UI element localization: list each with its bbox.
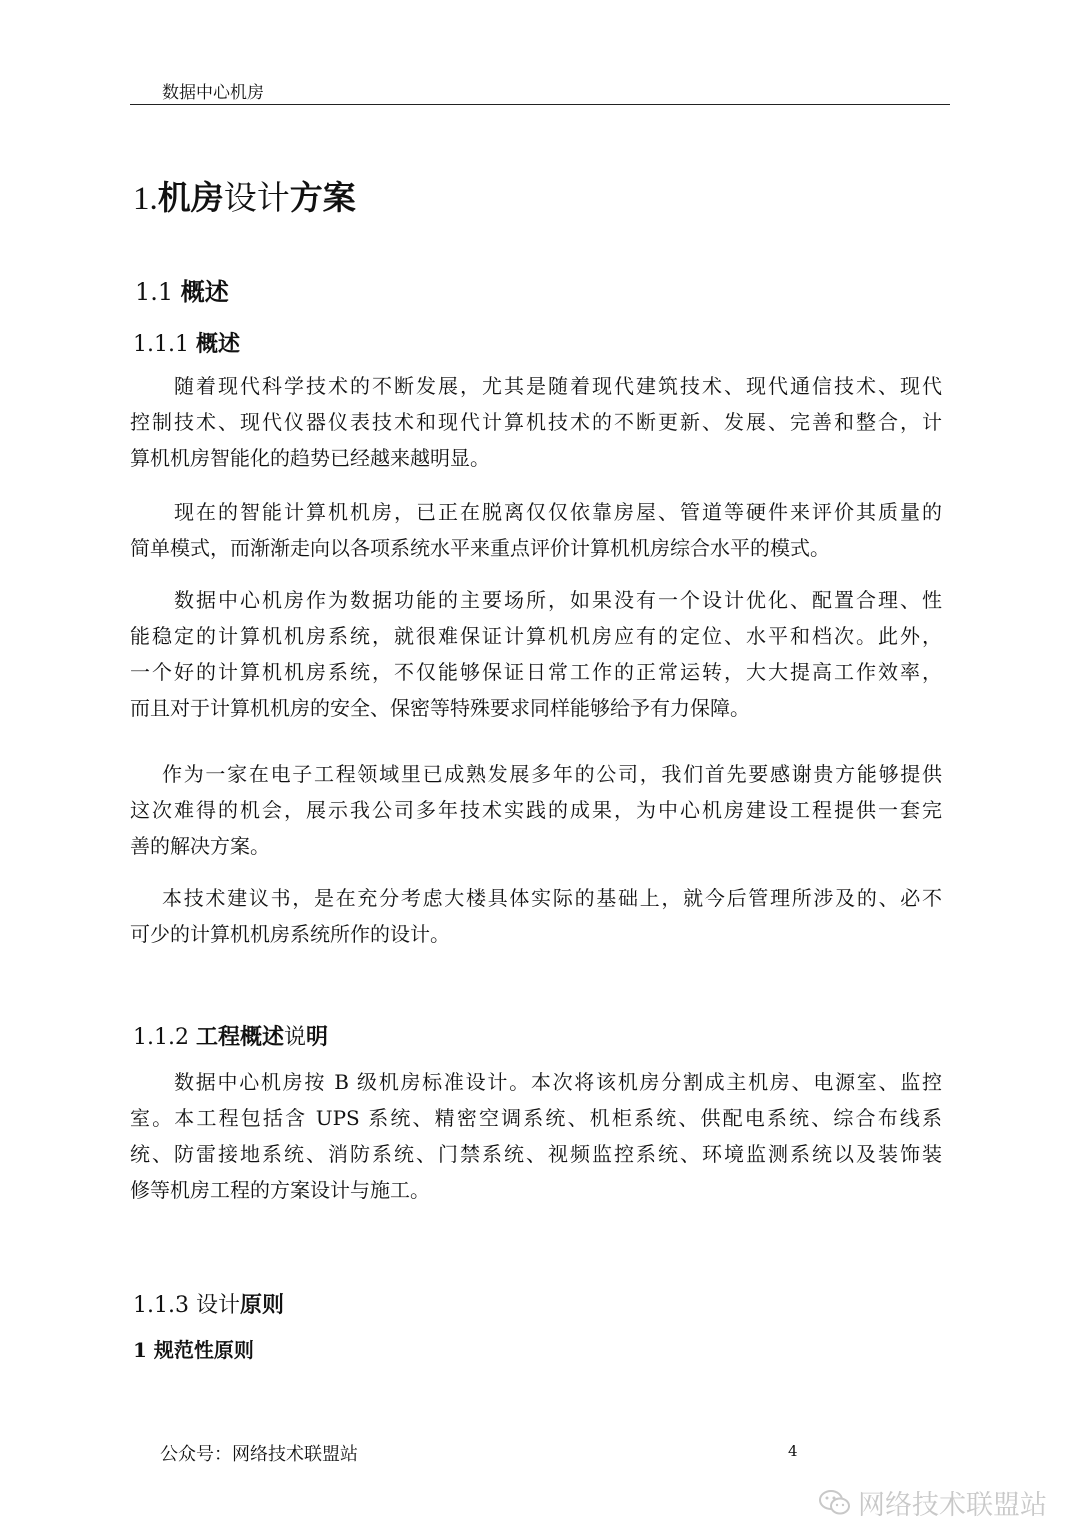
- principle-item-heading: 1 规范性原则: [133, 1338, 254, 1362]
- text-line: 现在的智能计算机机房，已正在脱离仅仅依靠房屋、管道等硬件来评价其质量的: [174, 500, 942, 524]
- text-line: 算机机房智能化的趋势已经越来越明显。: [130, 446, 490, 470]
- text-line: 作为一家在电子工程领域里已成熟发展多年的公司，我们首先要感谢贵方能够提供: [162, 762, 942, 786]
- text-line: 能稳定的计算机机房系统，就很难保证计算机机房应有的定位、水平和档次。此外，: [130, 624, 942, 648]
- text-line: 控制技术、现代仪器仪表技术和现代计算机技术的不断更新、发展、完善和整合，计: [130, 410, 942, 434]
- paragraph: [130, 582, 942, 726]
- subsection-heading-1-1-1: [133, 327, 240, 358]
- text-line: 善的解决方案。: [130, 834, 270, 858]
- subsection-title-part3: 明: [306, 1025, 329, 1050]
- section-heading-1-1: [135, 272, 229, 307]
- wechat-icon: [818, 1488, 852, 1518]
- subsection-heading-1-1-2: [133, 1020, 328, 1051]
- text-line: 一个好的计算机机房系统，不仅能够保证日常工作的正常运转，大大提高工作效率，: [130, 660, 942, 684]
- subsection-title-part2: 原则: [240, 1293, 285, 1318]
- chapter-title-part1: 机房: [157, 178, 224, 217]
- text-line: 修等机房工程的方案设计与施工。: [130, 1178, 430, 1202]
- text-line: 这次难得的机会，展示我公司多年技术实践的成果，为中心机房建设工程提供一套完: [130, 798, 942, 822]
- subsection-title: 概述: [195, 332, 240, 357]
- text-line: 数据中心机房按 B 级机房标准设计。本次将该机房分割成主机房、电源室、监控: [174, 1070, 942, 1094]
- text-line: 室。本工程包括含 UPS 系统、精密空调系统、机柜系统、供配电系统、综合布线系: [130, 1106, 942, 1130]
- chapter-title-part3: 方案: [289, 178, 356, 217]
- chapter-number: 1.: [133, 181, 158, 217]
- text-line: 而且对于计算机机房的安全、保密等特殊要求同样能够给予有力保障。: [130, 696, 750, 720]
- text-line: 数据中心机房作为数据功能的主要场所，如果没有一个设计优化、配置合理、性: [174, 588, 942, 612]
- watermark: [818, 1483, 1047, 1522]
- subsection-number: 1.1.2: [133, 1025, 196, 1050]
- watermark-text: 网络技术联盟站: [858, 1490, 1047, 1521]
- paragraph: [130, 1064, 942, 1208]
- subsection-title-part1: 设计: [195, 1293, 240, 1318]
- page-header-title: 数据中心机房: [162, 83, 264, 103]
- text-line: 本技术建议书，是在充分考虑大楼具体实际的基础上，就今后管理所涉及的、必不: [162, 886, 942, 910]
- subsection-heading-1-1-3: [133, 1288, 284, 1319]
- chapter-heading: [133, 172, 356, 219]
- paragraph: [130, 880, 942, 952]
- section-number: 1.1: [135, 278, 181, 306]
- page-number: 4: [788, 1442, 798, 1460]
- chapter-title-part2: 设计: [223, 181, 290, 217]
- paragraph: [130, 494, 942, 566]
- paragraph: [130, 756, 942, 864]
- subsection-title-part2: 说: [284, 1025, 307, 1050]
- text-line: 简单模式，而渐渐走向以各项系统水平来重点评价计算机机房综合水平的模式。: [130, 536, 830, 560]
- footer-account: 公众号：网络技术联盟站: [160, 1444, 358, 1465]
- subsection-number: 1.1.3: [133, 1293, 196, 1318]
- text-line: 统、防雷接地系统、消防系统、门禁系统、视频监控系统、环境监测系统以及装饰装: [130, 1142, 942, 1166]
- subsection-number: 1.1.1: [133, 332, 196, 357]
- section-title: 概述: [180, 278, 229, 306]
- subsection-title-part1: 工程概述: [195, 1025, 284, 1050]
- text-line: 随着现代科学技术的不断发展，尤其是随着现代建筑技术、现代通信技术、现代: [174, 374, 942, 398]
- paragraph: [130, 368, 942, 476]
- header-divider: [130, 104, 950, 105]
- text-line: 可少的计算机机房系统所作的设计。: [130, 922, 450, 946]
